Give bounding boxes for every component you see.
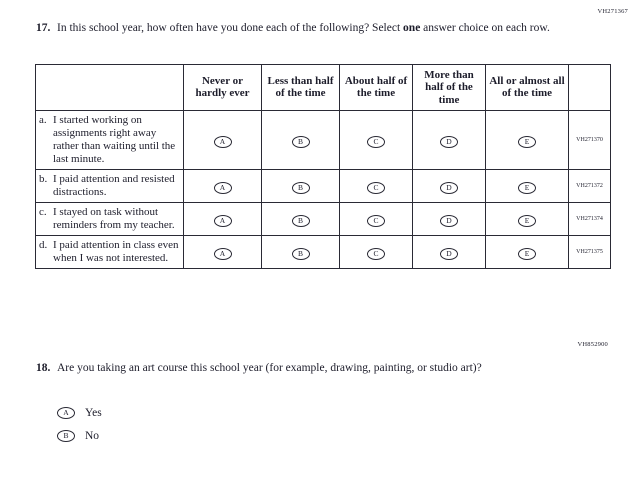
row-b-letter: b. bbox=[39, 172, 48, 185]
row-a-cell-all bbox=[486, 110, 569, 169]
answer-bubble-b[interactable]: B bbox=[292, 248, 310, 260]
row-b-cell-about-half bbox=[340, 169, 413, 202]
row-d-cell-all bbox=[486, 235, 569, 268]
answer-bubble-d[interactable]: D bbox=[440, 136, 458, 148]
column-header-about-half: About half of the time bbox=[340, 65, 413, 111]
row-d-letter: d. bbox=[39, 238, 48, 251]
column-header-all: All or almost all of the time bbox=[486, 65, 569, 111]
row-d-text: I paid attention in class even when I was not interested. bbox=[53, 238, 179, 264]
column-header-more-than-half: More than half of the time bbox=[413, 65, 486, 111]
answer-bubble-d[interactable]: D bbox=[440, 182, 458, 194]
row-a-cell-never bbox=[184, 110, 262, 169]
row-d-cell-less-than-half bbox=[262, 235, 340, 268]
question-18-number: 18. bbox=[36, 362, 51, 374]
row-b-label bbox=[36, 169, 184, 202]
table-row-c bbox=[36, 202, 611, 235]
answer-bubble-b[interactable]: B bbox=[292, 215, 310, 227]
row-c-letter: c. bbox=[39, 205, 47, 218]
question-18 bbox=[36, 361, 581, 377]
table-row-a bbox=[36, 110, 611, 169]
form-code-top: VH271367 bbox=[597, 8, 628, 15]
answer-bubble-c[interactable]: C bbox=[367, 248, 385, 260]
row-c-cell-never bbox=[184, 202, 262, 235]
answer-bubble-c[interactable]: C bbox=[367, 182, 385, 194]
row-b-cell-never bbox=[184, 169, 262, 202]
answer-bubble-e[interactable]: E bbox=[518, 136, 536, 148]
row-d-cell-never bbox=[184, 235, 262, 268]
question-17-text bbox=[57, 21, 602, 37]
row-b-code: VH271372 bbox=[569, 169, 611, 202]
column-header-less-than-half: Less than half of the time bbox=[262, 65, 340, 111]
table-row-b bbox=[36, 169, 611, 202]
question-17-text-pre: In this school year, how often have you done each of the following? Select bbox=[57, 22, 404, 34]
option-no[interactable] bbox=[57, 430, 102, 442]
answer-bubble-e[interactable]: E bbox=[518, 182, 536, 194]
row-b-cell-all bbox=[486, 169, 569, 202]
question-17 bbox=[36, 21, 602, 37]
answer-bubble-a[interactable]: A bbox=[214, 215, 232, 227]
row-a-cell-less-than-half bbox=[262, 110, 340, 169]
row-a-code: VH271370 bbox=[569, 110, 611, 169]
row-c-cell-about-half bbox=[340, 202, 413, 235]
answer-bubble-c[interactable]: C bbox=[367, 136, 385, 148]
row-c-cell-less-than-half bbox=[262, 202, 340, 235]
row-d-label bbox=[36, 235, 184, 268]
answer-bubble-a[interactable]: A bbox=[214, 248, 232, 260]
answer-bubble-a[interactable]: A bbox=[214, 182, 232, 194]
column-header-never: Never or hardly ever bbox=[184, 65, 262, 111]
row-c-cell-all bbox=[486, 202, 569, 235]
row-b-cell-less-than-half bbox=[262, 169, 340, 202]
row-a-text: I started working on assignments right away rather than waiting until the last minute. bbox=[53, 113, 176, 165]
answer-bubble-e[interactable]: E bbox=[518, 248, 536, 260]
row-a-label bbox=[36, 110, 184, 169]
answer-bubble-b[interactable]: B bbox=[57, 430, 75, 442]
answer-bubble-c[interactable]: C bbox=[367, 215, 385, 227]
row-a-cell-more-than-half bbox=[413, 110, 486, 169]
answer-bubble-d[interactable]: D bbox=[440, 215, 458, 227]
table-corner-cell bbox=[36, 65, 184, 111]
row-d-cell-about-half bbox=[340, 235, 413, 268]
answer-bubble-b[interactable]: B bbox=[292, 136, 310, 148]
question-18-text: Are you taking an art course this school year (for example, drawing, painting, or studio art)? bbox=[57, 362, 482, 374]
row-b-cell-more-than-half bbox=[413, 169, 486, 202]
question-17-text-post: answer choice on each row. bbox=[420, 22, 550, 34]
row-c-text: I stayed on task without reminders from my teacher. bbox=[53, 205, 175, 231]
row-a-cell-about-half bbox=[340, 110, 413, 169]
option-yes-label: Yes bbox=[85, 407, 102, 419]
answer-bubble-d[interactable]: D bbox=[440, 248, 458, 260]
frequency-matrix-table bbox=[35, 64, 611, 269]
option-no-label: No bbox=[85, 430, 100, 442]
table-row-d bbox=[36, 235, 611, 268]
table-header-row bbox=[36, 65, 611, 111]
answer-bubble-a[interactable]: A bbox=[57, 407, 75, 419]
row-c-cell-more-than-half bbox=[413, 202, 486, 235]
row-d-cell-more-than-half bbox=[413, 235, 486, 268]
answer-bubble-e[interactable]: E bbox=[518, 215, 536, 227]
form-code-middle: VH852900 bbox=[577, 341, 608, 348]
question-17-text-bold: one bbox=[403, 22, 421, 34]
answer-bubble-a[interactable]: A bbox=[214, 136, 232, 148]
option-yes[interactable] bbox=[57, 407, 102, 419]
row-c-label bbox=[36, 202, 184, 235]
question-18-options bbox=[57, 407, 102, 453]
table-code-header-cell bbox=[569, 65, 611, 111]
answer-bubble-b[interactable]: B bbox=[292, 182, 310, 194]
row-a-letter: a. bbox=[39, 113, 47, 126]
row-d-code: VH271375 bbox=[569, 235, 611, 268]
question-17-number: 17. bbox=[36, 22, 51, 34]
row-b-text: I paid attention and resisted distractions. bbox=[53, 172, 175, 198]
row-c-code: VH271374 bbox=[569, 202, 611, 235]
